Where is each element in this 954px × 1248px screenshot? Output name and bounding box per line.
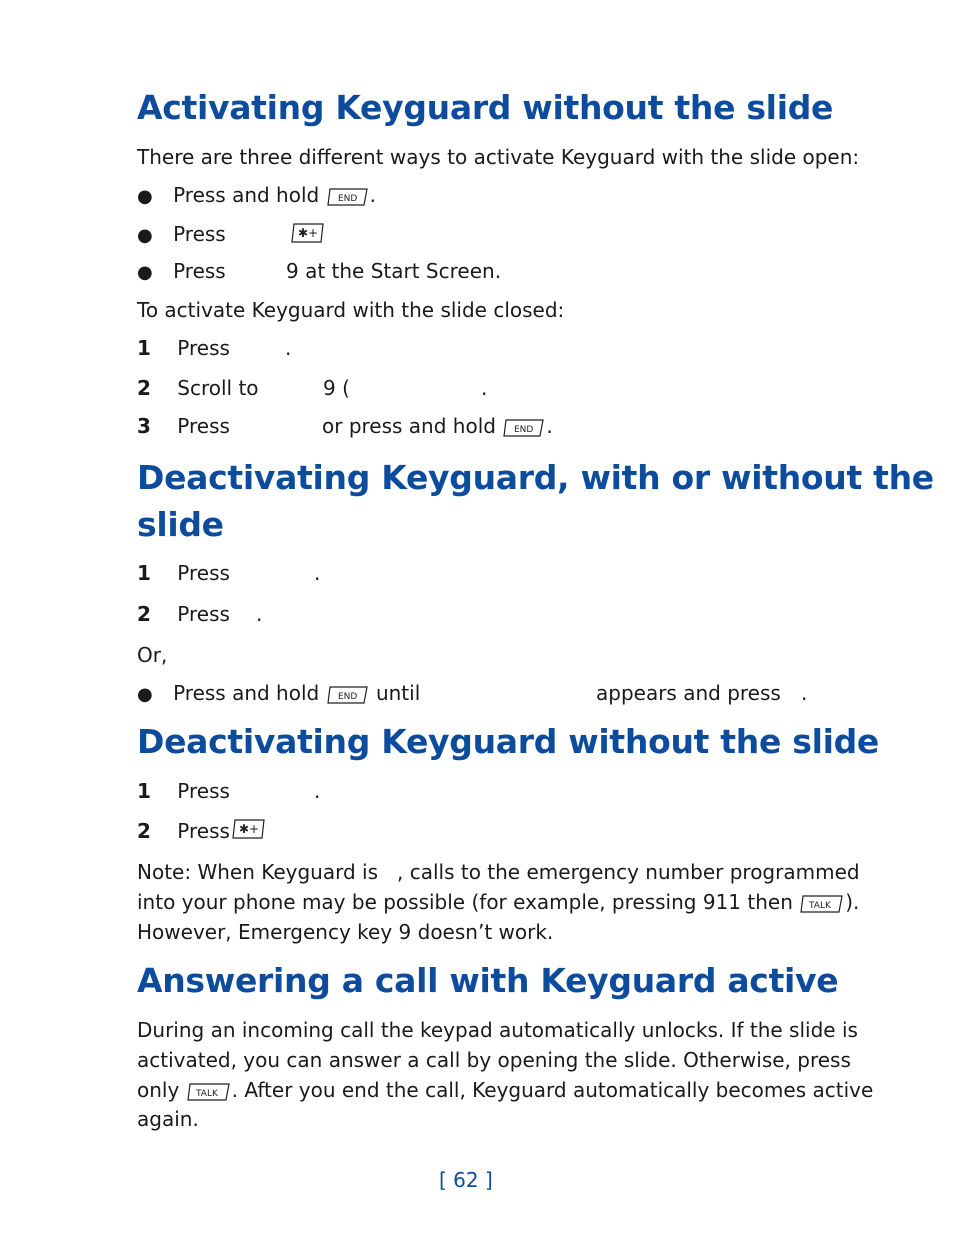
list-item-text: .: [801, 681, 808, 705]
star-key-icon: [290, 222, 326, 248]
end-key-icon: [326, 187, 370, 207]
or-text: Or,: [137, 643, 168, 667]
star-key-label: ✱+: [298, 226, 319, 240]
step-text: Press: [177, 561, 230, 585]
step-text: 9 (: [323, 376, 350, 400]
step-number: 1: [137, 561, 151, 585]
list-item-text: Press: [173, 259, 226, 283]
heading-deactivating-without-slide: Deactivating Keyguard without the slide: [137, 722, 880, 761]
step-number: 2: [137, 376, 151, 400]
list-item: [137, 180, 376, 212]
paragraph-line: again.: [137, 1107, 199, 1131]
step-number: 1: [137, 336, 151, 360]
heading-activating-without-slide: Activating Keyguard without the slide: [137, 88, 834, 127]
talk-key-icon: [186, 1082, 232, 1102]
bullet-icon: ●: [137, 684, 153, 705]
intro-text: There are three different ways to activate Keyguard with the slide open:: [137, 145, 860, 169]
step-row: [137, 816, 230, 846]
note-text: ).: [845, 890, 860, 914]
heading-deactivating-with-or-without: Deactivating Keyguard, with or without the: [137, 458, 934, 497]
note-text-group: [137, 887, 859, 917]
step-row: [137, 776, 230, 806]
list-item: [137, 219, 226, 251]
list-item-text: Press and hold: [173, 183, 320, 207]
step-text: .: [256, 602, 263, 626]
closed-intro-text: To activate Keyguard with the slide closed:: [137, 298, 565, 322]
step-text: .: [546, 414, 553, 438]
end-key-label: END: [514, 424, 534, 435]
end-key-icon: [326, 685, 370, 705]
page-number: [ 62 ]: [439, 1168, 493, 1192]
note-text: , calls to the emergency number programmed: [397, 860, 860, 884]
paragraph-text: . After you end the call, Keyguard automatically becomes active: [231, 1078, 874, 1102]
step-row: [137, 333, 230, 363]
step-text: .: [285, 336, 292, 360]
step-text: Press: [177, 414, 230, 438]
star-key-label: ✱+: [239, 822, 260, 836]
step-text: .: [314, 561, 321, 585]
step-row: [137, 411, 230, 441]
step-number: 2: [137, 819, 151, 843]
list-item: [137, 678, 420, 710]
step-text: Press: [177, 779, 230, 803]
note-text: However, Emergency key 9 doesn’t work.: [137, 920, 554, 944]
step-row: [137, 599, 230, 629]
paragraph-line: activated, you can answer a call by opening the slide. Otherwise, press: [137, 1048, 851, 1072]
paragraph-text: only: [137, 1078, 180, 1102]
list-item-text: Press and hold: [173, 681, 320, 705]
step-text: Press: [177, 819, 230, 843]
talk-key-label: TALK: [195, 1088, 218, 1099]
note-text: into your phone may be possible (for example, pressing 911 then: [137, 890, 793, 914]
list-item-text: .: [369, 183, 376, 207]
step-row: [137, 373, 259, 403]
step-text: or press and hold: [322, 414, 496, 438]
bullet-icon: ●: [137, 262, 153, 283]
list-item: [137, 256, 226, 288]
step-number: 2: [137, 602, 151, 626]
step-text: Press: [177, 602, 230, 626]
step-text: .: [481, 376, 488, 400]
talk-key-label: TALK: [809, 900, 832, 911]
step-text-group: [322, 411, 553, 441]
end-key-label: END: [337, 193, 357, 204]
step-row: [137, 558, 230, 588]
step-text: Press: [177, 336, 230, 360]
step-text: Scroll to: [177, 376, 259, 400]
bullet-icon: ●: [137, 186, 153, 207]
paragraph-line: During an incoming call the keypad automatically unlocks. If the slide is: [137, 1018, 858, 1042]
heading-deactivating-with-or-without-cont: slide: [137, 505, 224, 544]
paragraph-line: [137, 1075, 873, 1105]
list-item-text: Press: [173, 222, 226, 246]
talk-key-icon: [799, 894, 845, 914]
note-text: Note: When Keyguard is: [137, 860, 379, 884]
heading-answering-call: Answering a call with Keyguard active: [137, 961, 839, 1000]
list-item-text: 9 at the Start Screen.: [286, 259, 502, 283]
list-item-text: until: [375, 681, 421, 705]
end-key-label: END: [337, 691, 357, 702]
star-key-icon: [231, 818, 267, 844]
end-key-icon: [502, 418, 546, 438]
list-item-text: appears and press: [596, 681, 781, 705]
step-number: 1: [137, 779, 151, 803]
step-number: 3: [137, 414, 151, 438]
bullet-icon: ●: [137, 225, 153, 246]
step-text: .: [314, 779, 321, 803]
